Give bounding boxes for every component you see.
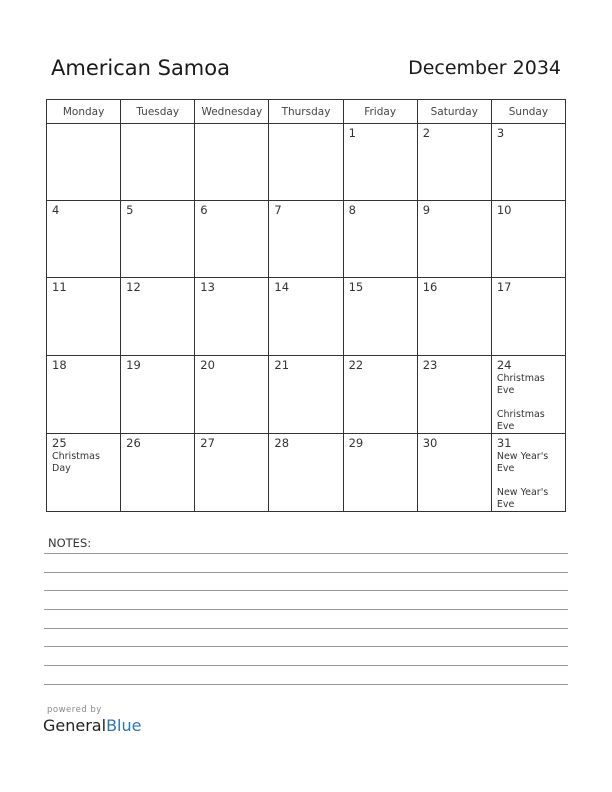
day-number: 27 <box>200 435 215 450</box>
holiday-label: New Year's Eve <box>496 486 549 510</box>
weekday-header: Sunday <box>491 100 565 124</box>
day-number: 7 <box>274 203 282 218</box>
weekday-header: Saturday <box>417 100 491 124</box>
day-cell <box>195 201 269 278</box>
week-row <box>47 201 566 278</box>
notes-label: NOTES: <box>48 536 92 550</box>
day-cell <box>491 355 565 433</box>
day-number: 19 <box>126 357 141 372</box>
day-number: 10 <box>496 203 512 218</box>
day-cell <box>269 433 343 511</box>
notes-line <box>44 665 568 666</box>
day-number: 30 <box>422 435 438 450</box>
day-cell <box>343 433 417 511</box>
day-number: 17 <box>496 280 512 295</box>
week-row <box>47 124 566 201</box>
day-cell <box>269 278 343 355</box>
powered-by-text: powered by <box>47 705 102 715</box>
weekday-header: Friday <box>343 100 417 124</box>
day-cell <box>491 201 565 278</box>
day-cell <box>417 278 491 355</box>
day-cell <box>491 433 565 511</box>
weekday-header: Wednesday <box>195 100 269 124</box>
month-year-title: December 2034 <box>408 57 561 79</box>
day-number: 14 <box>274 280 290 295</box>
day-number <box>195 124 268 126</box>
day-number: 22 <box>348 357 364 372</box>
week-row <box>47 355 566 433</box>
day-cell <box>269 355 343 433</box>
day-number: 15 <box>348 280 364 295</box>
notes-line <box>44 590 568 591</box>
week-row <box>47 433 566 511</box>
weekday-header: Tuesday <box>121 100 195 124</box>
day-cell <box>195 355 269 433</box>
day-number: 18 <box>52 357 67 372</box>
day-number <box>121 124 194 126</box>
day-number: 23 <box>422 357 438 372</box>
holiday-label: Christmas Eve <box>496 408 545 432</box>
day-cell <box>343 124 417 201</box>
weekday-header: Monday <box>47 100 121 124</box>
day-number: 13 <box>200 280 215 295</box>
holiday-label: New Year's Eve <box>496 450 549 474</box>
logo-blue: Blue <box>106 716 142 735</box>
day-cell <box>343 355 417 433</box>
notes-line <box>44 628 568 629</box>
notes-line <box>44 646 568 647</box>
day-number: 12 <box>126 280 141 295</box>
day-number: 1 <box>348 126 356 140</box>
day-number <box>47 124 120 126</box>
day-cell <box>269 201 343 278</box>
day-number: 20 <box>200 357 215 372</box>
holiday-label: Christmas Day <box>52 450 100 474</box>
notes-line <box>44 572 568 573</box>
weekday-header: Thursday <box>269 100 343 124</box>
logo-general: General <box>43 716 107 735</box>
day-cell <box>417 201 491 278</box>
notes-line <box>44 553 568 554</box>
day-cell <box>47 355 121 433</box>
day-cell <box>417 355 491 433</box>
country-title: American Samoa <box>51 56 230 80</box>
notes-line <box>44 609 568 610</box>
day-cell <box>343 278 417 355</box>
calendar-body <box>47 124 566 512</box>
day-number: 25 <box>52 435 67 450</box>
generalblue-logo <box>43 716 141 735</box>
day-cell <box>121 433 195 511</box>
notes-line <box>44 684 568 685</box>
day-cell <box>47 433 121 511</box>
day-cell <box>121 278 195 355</box>
day-number: 9 <box>422 203 431 218</box>
day-cell <box>121 201 195 278</box>
day-number: 8 <box>348 203 356 218</box>
day-number <box>269 124 342 126</box>
day-cell <box>47 201 121 278</box>
day-number: 31 <box>496 435 512 450</box>
day-cell <box>195 124 269 201</box>
day-number: 29 <box>348 435 364 450</box>
day-cell <box>417 124 491 201</box>
day-cell <box>195 433 269 511</box>
day-cell <box>269 124 343 201</box>
day-number: 4 <box>52 203 60 218</box>
day-number: 2 <box>422 126 431 140</box>
day-cell <box>47 278 121 355</box>
day-number: 11 <box>52 280 67 295</box>
holiday-label: Christmas Eve <box>496 372 545 396</box>
day-number: 6 <box>200 203 208 218</box>
day-number: 21 <box>274 357 290 372</box>
day-number: 24 <box>496 357 512 372</box>
day-cell <box>491 278 565 355</box>
day-number: 3 <box>496 126 505 140</box>
week-row <box>47 278 566 355</box>
day-number: 16 <box>422 280 438 295</box>
weekday-header-row <box>47 100 566 124</box>
day-cell <box>121 124 195 201</box>
day-number: 5 <box>126 203 134 218</box>
day-cell <box>47 124 121 201</box>
day-number: 26 <box>126 435 141 450</box>
day-cell <box>491 124 565 201</box>
day-cell <box>417 433 491 511</box>
day-cell <box>195 278 269 355</box>
day-number: 28 <box>274 435 290 450</box>
day-cell <box>343 201 417 278</box>
day-cell <box>121 355 195 433</box>
calendar-grid <box>46 99 566 512</box>
